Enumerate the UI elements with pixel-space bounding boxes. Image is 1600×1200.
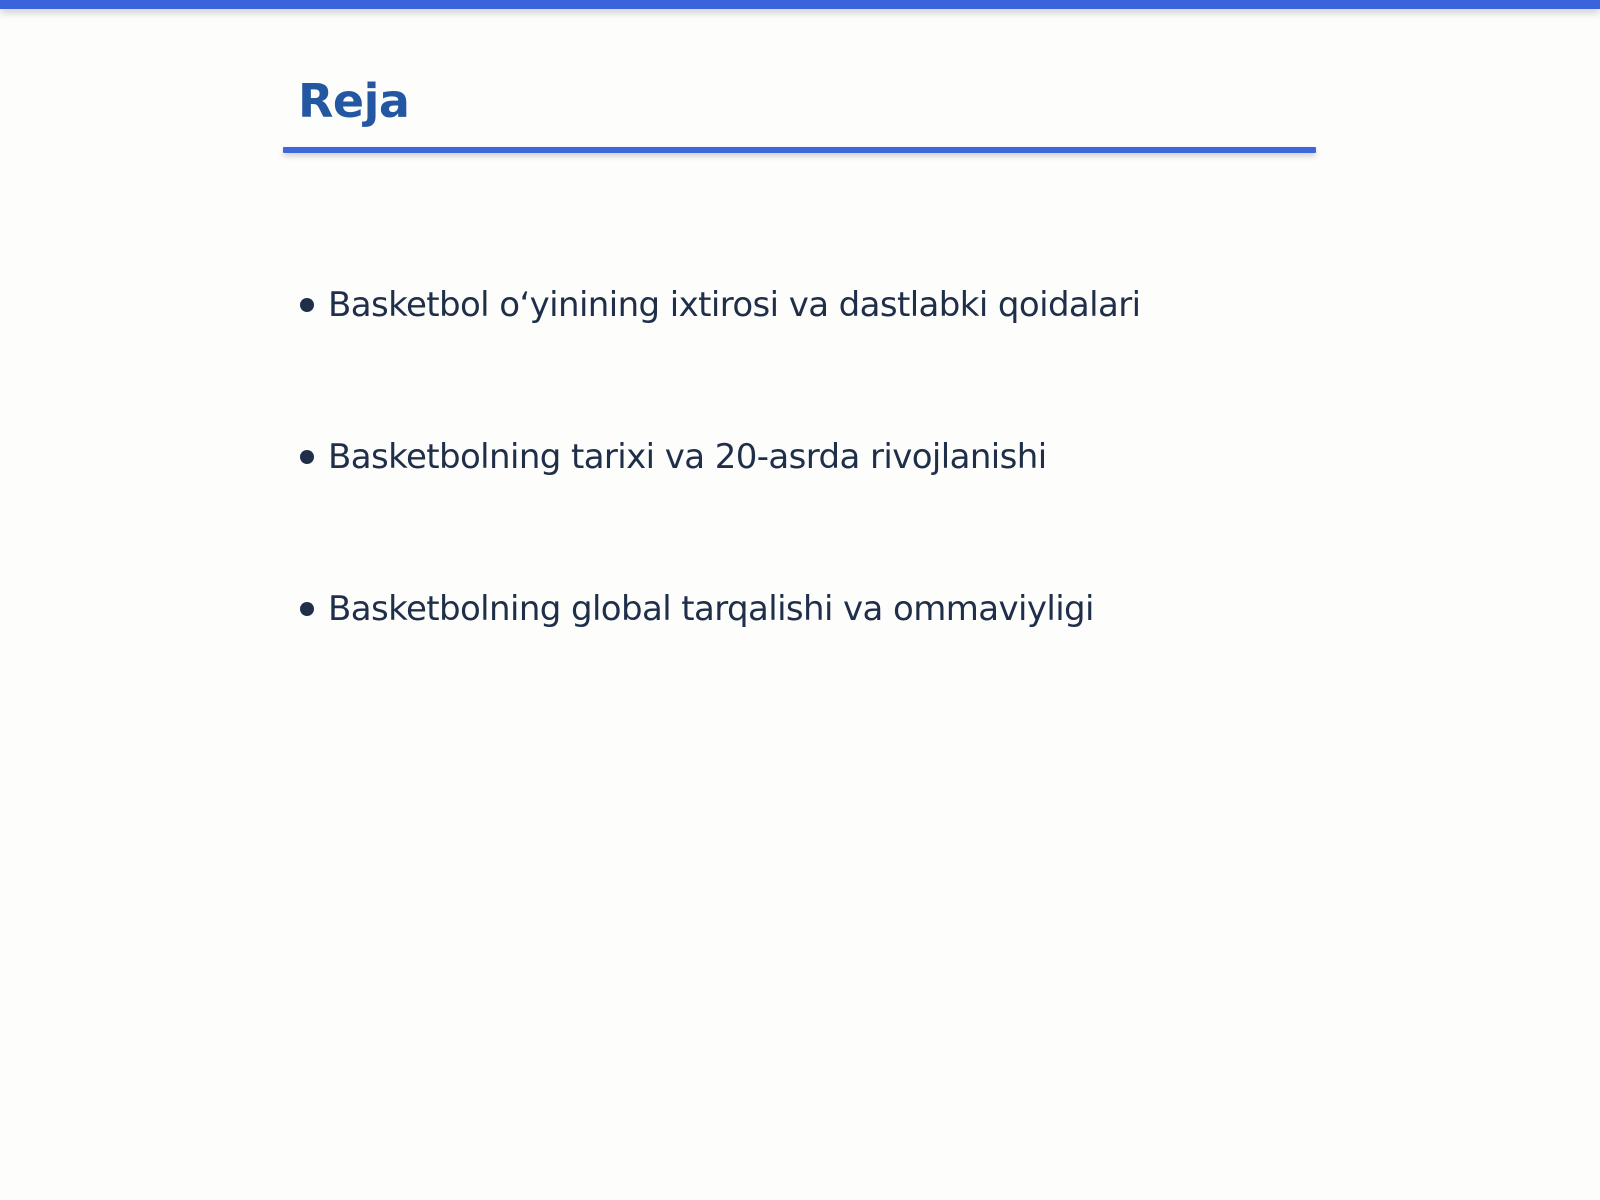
bullet-text: Basketbolning tarixi va 20-asrda rivojlanishi [328,437,1047,477]
slide-title: Reja [298,74,410,128]
top-accent-bar [0,0,1600,9]
bullet-text: Basketbol o‘yinining ixtirosi va dastlabki qoidalari [328,285,1141,325]
bullet-dot-icon [300,450,314,464]
bullet-item [300,432,1047,482]
bullet-item [300,584,1094,634]
bullet-item [300,280,1140,330]
bullet-text: Basketbolning global tarqalishi va ommaviyligi [328,589,1094,629]
bullet-dot-icon [300,298,314,312]
title-underline [283,147,1316,153]
bullet-dot-icon [300,602,314,616]
